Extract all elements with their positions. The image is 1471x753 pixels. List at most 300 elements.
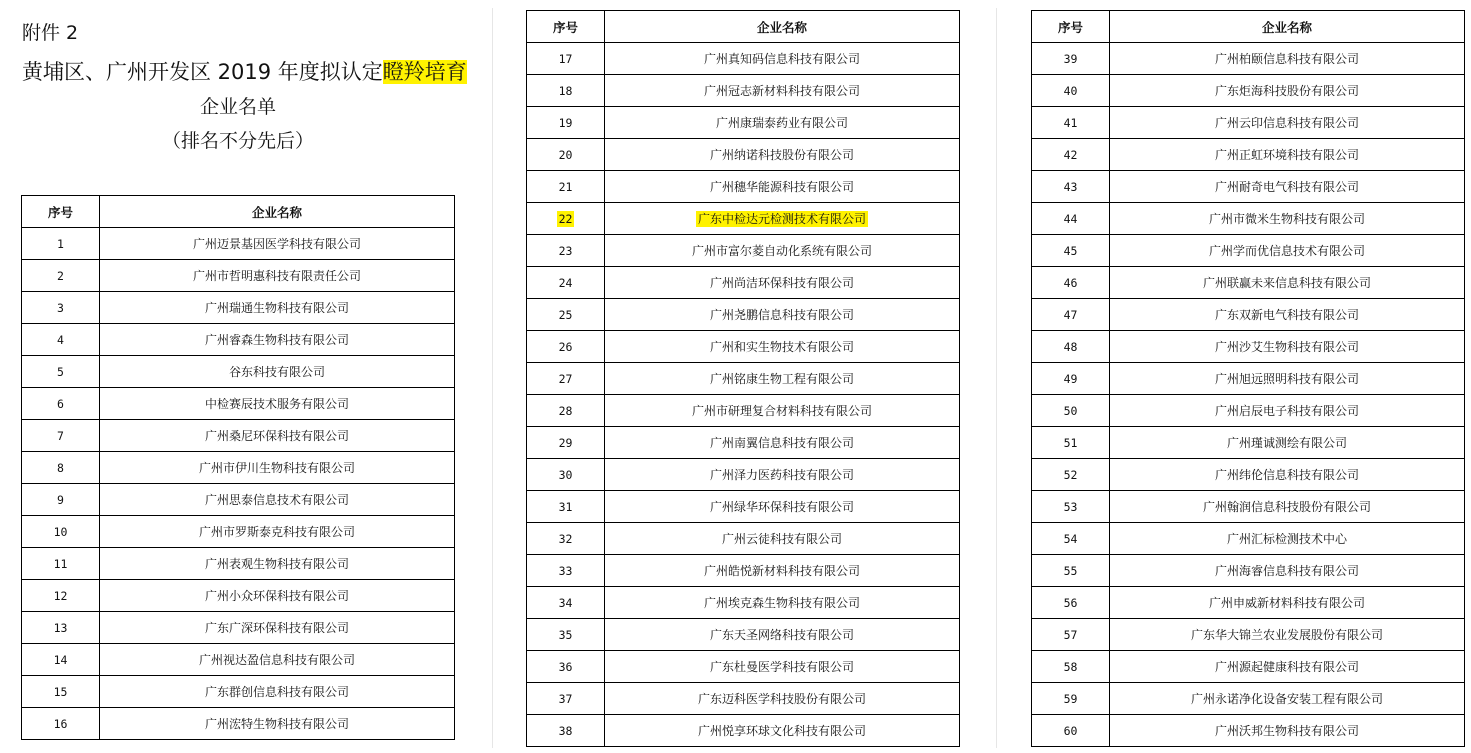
company-name: 广州康瑞泰药业有限公司 xyxy=(715,116,848,130)
table-row xyxy=(22,548,455,580)
row-number-cell xyxy=(527,491,605,523)
row-number: 8 xyxy=(57,460,64,475)
company-name: 广州纳诺科技股份有限公司 xyxy=(709,148,854,162)
company-name-cell xyxy=(1110,107,1465,139)
table-row xyxy=(1032,235,1465,267)
company-name-cell xyxy=(605,619,960,651)
row-number: 50 xyxy=(1063,403,1078,418)
table-row xyxy=(1032,427,1465,459)
row-number-cell xyxy=(527,75,605,107)
company-table-page-1 xyxy=(21,195,455,740)
company-name-cell xyxy=(1110,587,1465,619)
row-number-cell xyxy=(527,715,605,747)
table-row xyxy=(527,459,960,491)
company-name-cell xyxy=(100,228,455,260)
row-number: 43 xyxy=(1063,179,1078,194)
company-name-cell xyxy=(605,683,960,715)
row-number: 19 xyxy=(558,115,573,130)
row-number: 27 xyxy=(558,371,573,386)
table-header-row xyxy=(527,11,960,43)
row-number: 13 xyxy=(53,620,68,635)
company-name: 广州埃克森生物科技有限公司 xyxy=(703,596,860,610)
document-header xyxy=(22,18,467,158)
attachment-label: 附件 2 xyxy=(22,22,79,44)
row-number-cell xyxy=(527,651,605,683)
row-number-cell xyxy=(527,555,605,587)
company-header: 企业名称 xyxy=(605,11,960,43)
table-row xyxy=(1032,459,1465,491)
row-number: 28 xyxy=(558,403,573,418)
row-number: 36 xyxy=(558,659,573,674)
row-number-cell xyxy=(1032,459,1110,491)
row-number: 3 xyxy=(57,300,64,315)
table-row xyxy=(22,388,455,420)
company-name: 广州表观生物科技有限公司 xyxy=(204,557,349,571)
row-number: 6 xyxy=(57,396,64,411)
table-row xyxy=(1032,683,1465,715)
company-name-cell xyxy=(1110,299,1465,331)
company-name: 广东天圣网络科技有限公司 xyxy=(709,628,854,642)
row-number: 54 xyxy=(1063,531,1078,546)
row-number-cell xyxy=(527,43,605,75)
table-row xyxy=(1032,331,1465,363)
table-row xyxy=(527,491,960,523)
company-name-cell xyxy=(1110,555,1465,587)
row-number: 16 xyxy=(53,716,68,731)
table-row xyxy=(22,516,455,548)
company-name-cell xyxy=(100,580,455,612)
row-number: 15 xyxy=(53,684,68,699)
table-row xyxy=(1032,107,1465,139)
row-number: 21 xyxy=(558,179,573,194)
row-number-cell xyxy=(22,452,100,484)
row-number: 22 xyxy=(558,211,573,226)
company-name-cell xyxy=(1110,619,1465,651)
row-number-cell xyxy=(1032,619,1110,651)
row-number-cell xyxy=(1032,651,1110,683)
row-number: 35 xyxy=(558,627,573,642)
table-row xyxy=(527,331,960,363)
page-divider xyxy=(492,8,493,748)
table-row xyxy=(22,292,455,324)
company-name-cell xyxy=(100,516,455,548)
company-name: 广东华大锦兰农业发展股份有限公司 xyxy=(1190,628,1383,642)
row-number-cell xyxy=(1032,203,1110,235)
company-name-cell xyxy=(605,203,960,235)
company-name: 广东炬海科技股份有限公司 xyxy=(1214,84,1359,98)
company-name-cell xyxy=(605,587,960,619)
row-number: 39 xyxy=(1063,51,1078,66)
table-row xyxy=(1032,651,1465,683)
table-row xyxy=(1032,139,1465,171)
row-number-cell xyxy=(1032,299,1110,331)
row-number: 5 xyxy=(57,364,64,379)
row-number-cell xyxy=(22,388,100,420)
table-row xyxy=(527,363,960,395)
company-name: 广州汇标检测技术中心 xyxy=(1226,532,1347,546)
row-number-cell xyxy=(527,171,605,203)
company-name: 广州海睿信息科技有限公司 xyxy=(1214,564,1359,578)
row-number: 11 xyxy=(53,556,68,571)
table-row xyxy=(527,107,960,139)
row-number: 60 xyxy=(1063,723,1078,738)
table-row xyxy=(527,139,960,171)
row-number-cell xyxy=(22,292,100,324)
company-name: 广州市伊川生物科技有限公司 xyxy=(198,461,355,475)
company-name: 广州冠志新材料科技有限公司 xyxy=(703,84,860,98)
company-name: 广州皓悦新材料科技有限公司 xyxy=(703,564,860,578)
company-name: 广州尚洁环保科技有限公司 xyxy=(709,276,854,290)
company-name-cell xyxy=(100,452,455,484)
row-number-cell xyxy=(1032,427,1110,459)
row-number-cell xyxy=(527,203,605,235)
company-table-page-3 xyxy=(1031,10,1465,747)
seq-header: 序号 xyxy=(1032,11,1110,43)
company-name-cell xyxy=(1110,683,1465,715)
row-number: 20 xyxy=(558,147,573,162)
company-name: 广州真知码信息科技有限公司 xyxy=(703,52,860,66)
row-number-cell xyxy=(1032,171,1110,203)
row-number: 25 xyxy=(558,307,573,322)
company-name: 广州小众环保科技有限公司 xyxy=(204,589,349,603)
table-row xyxy=(22,420,455,452)
table-header-row xyxy=(1032,11,1465,43)
company-name-cell xyxy=(100,548,455,580)
row-number-cell xyxy=(22,548,100,580)
table-row xyxy=(1032,299,1465,331)
table-row xyxy=(1032,555,1465,587)
table-row xyxy=(527,427,960,459)
row-number: 24 xyxy=(558,275,573,290)
row-number: 56 xyxy=(1063,595,1078,610)
table-row xyxy=(1032,363,1465,395)
table-row xyxy=(527,651,960,683)
company-name-cell xyxy=(605,75,960,107)
company-name-cell xyxy=(605,715,960,747)
row-number: 23 xyxy=(558,243,573,258)
table-row xyxy=(527,587,960,619)
row-number-cell xyxy=(1032,75,1110,107)
company-name: 广州市富尔菱自动化系统有限公司 xyxy=(691,244,872,258)
table-header-row xyxy=(22,196,455,228)
seq-header: 序号 xyxy=(527,11,605,43)
company-name: 广州沃邦生物科技有限公司 xyxy=(1214,724,1359,738)
row-number: 42 xyxy=(1063,147,1078,162)
company-name-cell xyxy=(1110,427,1465,459)
row-number: 48 xyxy=(1063,339,1078,354)
company-name: 广州绿华环保科技有限公司 xyxy=(709,500,854,514)
company-name: 广州瑾诚测绘有限公司 xyxy=(1226,436,1347,450)
row-number-cell xyxy=(1032,43,1110,75)
table-row xyxy=(1032,203,1465,235)
company-name-cell xyxy=(1110,395,1465,427)
company-name: 广东广深环保科技有限公司 xyxy=(204,621,349,635)
row-number-cell xyxy=(22,260,100,292)
company-name-cell xyxy=(1110,267,1465,299)
row-number-cell xyxy=(527,395,605,427)
company-name: 广州沙艾生物科技有限公司 xyxy=(1214,340,1359,354)
row-number-cell xyxy=(527,139,605,171)
document-title xyxy=(22,54,467,90)
company-name-cell xyxy=(100,484,455,516)
company-name-cell xyxy=(1110,715,1465,747)
company-name-cell xyxy=(605,363,960,395)
row-number-cell xyxy=(1032,587,1110,619)
table-row xyxy=(527,619,960,651)
table-row xyxy=(527,43,960,75)
row-number: 4 xyxy=(57,332,64,347)
row-number: 32 xyxy=(558,531,573,546)
company-name: 广州视达盈信息科技有限公司 xyxy=(198,653,355,667)
company-name-cell xyxy=(1110,203,1465,235)
row-number-cell xyxy=(1032,683,1110,715)
table-row xyxy=(527,555,960,587)
table-row xyxy=(22,644,455,676)
row-number-cell xyxy=(527,267,605,299)
row-number-cell xyxy=(22,644,100,676)
row-number: 45 xyxy=(1063,243,1078,258)
row-number: 59 xyxy=(1063,691,1078,706)
company-name-cell xyxy=(1110,235,1465,267)
company-name-cell xyxy=(1110,523,1465,555)
table-row xyxy=(22,708,455,740)
table-row xyxy=(1032,171,1465,203)
table-row xyxy=(22,612,455,644)
row-number: 33 xyxy=(558,563,573,578)
table-row xyxy=(22,324,455,356)
company-name: 广州启辰电子科技有限公司 xyxy=(1214,404,1359,418)
company-name-cell xyxy=(605,651,960,683)
company-name-cell xyxy=(605,43,960,75)
company-name: 广州穗华能源科技有限公司 xyxy=(709,180,854,194)
row-number-cell xyxy=(22,676,100,708)
row-number: 12 xyxy=(53,588,68,603)
company-name: 广州市哲明惠科技有限责任公司 xyxy=(192,269,361,283)
company-name: 广州云徒科技有限公司 xyxy=(721,532,842,546)
row-number-cell xyxy=(22,356,100,388)
company-name-cell xyxy=(1110,75,1465,107)
table-row xyxy=(1032,395,1465,427)
row-number: 53 xyxy=(1063,499,1078,514)
company-name: 广州泽力医药科技有限公司 xyxy=(709,468,854,482)
company-name-cell xyxy=(605,139,960,171)
company-name: 广州申威新材料科技有限公司 xyxy=(1208,596,1365,610)
row-number: 9 xyxy=(57,492,64,507)
row-number: 10 xyxy=(53,524,68,539)
table-row xyxy=(1032,715,1465,747)
table-row xyxy=(527,299,960,331)
row-number-cell xyxy=(527,107,605,139)
row-number: 1 xyxy=(57,236,64,251)
row-number: 37 xyxy=(558,691,573,706)
company-name: 广州悦享环球文化科技有限公司 xyxy=(697,724,866,738)
row-number: 7 xyxy=(57,428,64,443)
company-name: 广州正虹环境科技有限公司 xyxy=(1214,148,1359,162)
company-name-cell xyxy=(1110,651,1465,683)
company-name: 广州思泰信息技术有限公司 xyxy=(204,493,349,507)
company-name: 广州尧鹏信息科技有限公司 xyxy=(709,308,854,322)
row-number-cell xyxy=(1032,523,1110,555)
seq-header: 序号 xyxy=(22,196,100,228)
company-name: 广州耐奇电气科技有限公司 xyxy=(1214,180,1359,194)
company-name: 广州铭康生物工程有限公司 xyxy=(709,372,854,386)
row-number-cell xyxy=(1032,395,1110,427)
table-row xyxy=(22,260,455,292)
document-subtitle: （排名不分先后） xyxy=(161,130,314,152)
company-name: 广州桑尼环保科技有限公司 xyxy=(204,429,349,443)
company-name-cell xyxy=(605,523,960,555)
row-number-cell xyxy=(1032,363,1110,395)
table-row xyxy=(527,715,960,747)
table-row xyxy=(527,235,960,267)
row-number-cell xyxy=(1032,267,1110,299)
company-name-cell xyxy=(100,420,455,452)
row-number-cell xyxy=(1032,555,1110,587)
row-number: 31 xyxy=(558,499,573,514)
company-name-cell xyxy=(605,299,960,331)
table-row xyxy=(22,228,455,260)
company-name: 谷东科技有限公司 xyxy=(228,365,325,379)
company-name: 广州源起健康科技有限公司 xyxy=(1214,660,1359,674)
company-name-cell xyxy=(100,676,455,708)
row-number: 14 xyxy=(53,652,68,667)
row-number: 30 xyxy=(558,467,573,482)
company-name-cell xyxy=(100,260,455,292)
company-name: 广州睿森生物科技有限公司 xyxy=(204,333,349,347)
company-name-cell xyxy=(100,324,455,356)
row-number-cell xyxy=(1032,139,1110,171)
row-number: 17 xyxy=(558,51,573,66)
row-number: 52 xyxy=(1063,467,1078,482)
row-number: 34 xyxy=(558,595,573,610)
table-row xyxy=(1032,75,1465,107)
company-name: 广东中检达元检测技术有限公司 xyxy=(697,212,866,226)
company-name-cell xyxy=(605,171,960,203)
company-name: 广东迈科医学科技股份有限公司 xyxy=(697,692,866,706)
table-row xyxy=(527,395,960,427)
company-name: 广州和实生物技术有限公司 xyxy=(709,340,854,354)
company-header: 企业名称 xyxy=(100,196,455,228)
row-number-cell xyxy=(22,612,100,644)
row-number: 46 xyxy=(1063,275,1078,290)
company-name-cell xyxy=(605,107,960,139)
company-name: 广州市微米生物科技有限公司 xyxy=(1208,212,1365,226)
row-number: 41 xyxy=(1063,115,1078,130)
company-name-cell xyxy=(100,612,455,644)
company-name-cell xyxy=(1110,363,1465,395)
company-name: 中检赛辰技术服务有限公司 xyxy=(204,397,349,411)
row-number-cell xyxy=(527,331,605,363)
document-title-suffix: 企业名单 xyxy=(199,96,276,118)
row-number-cell xyxy=(527,427,605,459)
table-row xyxy=(22,580,455,612)
table-row xyxy=(22,484,455,516)
row-number: 40 xyxy=(1063,83,1078,98)
company-name-cell xyxy=(605,331,960,363)
company-name-cell xyxy=(1110,331,1465,363)
company-name: 广州旭远照明科技有限公司 xyxy=(1214,372,1359,386)
company-name: 广州柏颐信息科技有限公司 xyxy=(1214,52,1359,66)
table-row xyxy=(22,452,455,484)
company-name-cell xyxy=(100,356,455,388)
table-row xyxy=(1032,267,1465,299)
row-number-cell xyxy=(527,235,605,267)
row-number-cell xyxy=(527,363,605,395)
title-highlight: 瞪羚培育 xyxy=(382,60,467,84)
company-name: 广州市罗斯泰克科技有限公司 xyxy=(198,525,355,539)
row-number: 26 xyxy=(558,339,573,354)
row-number-cell xyxy=(1032,715,1110,747)
company-name-cell xyxy=(605,459,960,491)
row-number-cell xyxy=(1032,491,1110,523)
company-name-cell xyxy=(1110,171,1465,203)
company-name: 广州联赢未来信息科技有限公司 xyxy=(1202,276,1371,290)
row-number-cell xyxy=(22,420,100,452)
company-name: 广州市研理复合材料科技有限公司 xyxy=(691,404,872,418)
row-number: 57 xyxy=(1063,627,1078,642)
company-name-cell xyxy=(605,235,960,267)
title-prefix: 黄埔区、广州开发区 2019 年度拟认定 xyxy=(22,60,383,84)
row-number: 49 xyxy=(1063,371,1078,386)
row-number-cell xyxy=(22,580,100,612)
page-divider xyxy=(996,8,997,748)
table-row xyxy=(1032,587,1465,619)
row-number: 2 xyxy=(57,268,64,283)
company-name: 广州云印信息科技有限公司 xyxy=(1214,116,1359,130)
row-number: 29 xyxy=(558,435,573,450)
table-row xyxy=(22,356,455,388)
company-name-cell xyxy=(100,388,455,420)
row-number: 18 xyxy=(558,83,573,98)
row-number: 47 xyxy=(1063,307,1078,322)
row-number-cell xyxy=(527,619,605,651)
row-number-cell xyxy=(527,523,605,555)
row-number-cell xyxy=(1032,235,1110,267)
row-number: 44 xyxy=(1063,211,1078,226)
table-row xyxy=(1032,491,1465,523)
company-name-cell xyxy=(605,267,960,299)
row-number-cell xyxy=(22,324,100,356)
company-name: 广州纬伦信息科技有限公司 xyxy=(1214,468,1359,482)
company-name: 广东群创信息科技有限公司 xyxy=(204,685,349,699)
company-name: 广州永诺净化设备安装工程有限公司 xyxy=(1190,692,1383,706)
table-row xyxy=(1032,523,1465,555)
company-name-cell xyxy=(1110,139,1465,171)
row-number-cell xyxy=(1032,331,1110,363)
company-name: 广州翰润信息科技股份有限公司 xyxy=(1202,500,1371,514)
row-number-cell xyxy=(527,587,605,619)
row-number: 51 xyxy=(1063,435,1078,450)
row-number: 58 xyxy=(1063,659,1078,674)
row-number-cell xyxy=(22,708,100,740)
table-row xyxy=(527,171,960,203)
row-number: 38 xyxy=(558,723,573,738)
company-header: 企业名称 xyxy=(1110,11,1465,43)
row-number: 55 xyxy=(1063,563,1078,578)
row-number-cell xyxy=(1032,107,1110,139)
table-row xyxy=(1032,43,1465,75)
table-row xyxy=(1032,619,1465,651)
row-number-cell xyxy=(22,484,100,516)
company-name: 广州学而优信息技术有限公司 xyxy=(1208,244,1365,258)
company-name-cell xyxy=(605,427,960,459)
table-row xyxy=(527,75,960,107)
company-name-cell xyxy=(1110,459,1465,491)
company-name-cell xyxy=(1110,43,1465,75)
row-number-cell xyxy=(527,459,605,491)
company-name: 广州浤特生物科技有限公司 xyxy=(204,717,349,731)
company-name: 广东杜曼医学科技有限公司 xyxy=(709,660,854,674)
